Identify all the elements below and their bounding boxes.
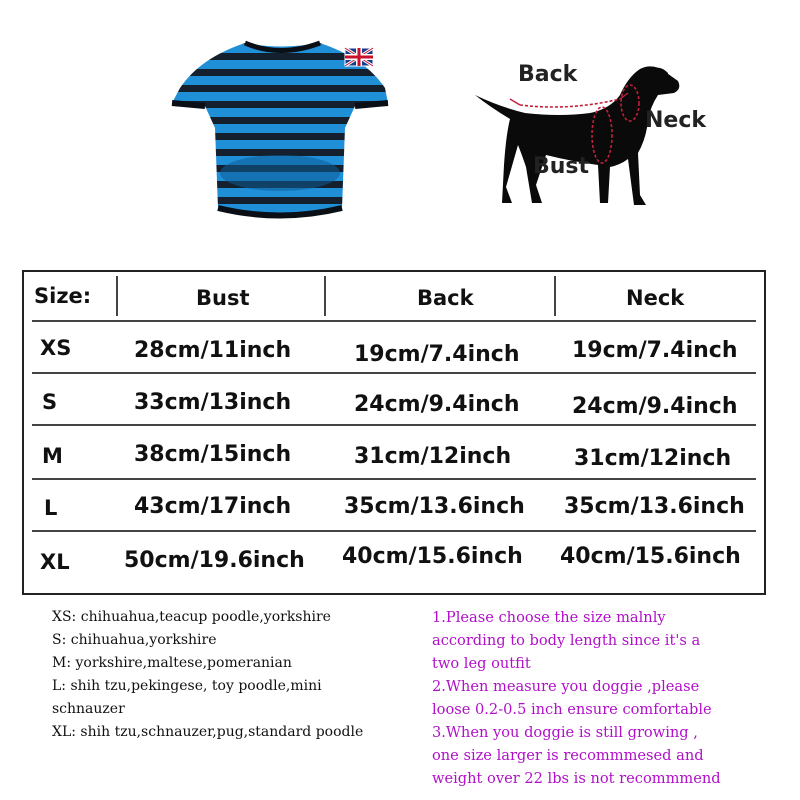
breed-line-l-cont: schnauzer — [52, 701, 125, 717]
note-line: two leg outfit — [432, 655, 531, 672]
row-divider — [32, 530, 756, 532]
neck-xl: 40cm/15.6inch — [560, 544, 741, 569]
flag-patch-icon — [345, 48, 373, 66]
row-divider — [32, 424, 756, 426]
breed-line-s: S: chihuahua,yorkshire — [52, 632, 217, 648]
size-xl: XL — [40, 550, 70, 574]
bust-label: Bust — [533, 154, 590, 179]
bust-l: 43cm/17inch — [134, 494, 292, 519]
neck-s: 24cm/9.4inch — [572, 394, 738, 419]
back-measure-line — [520, 99, 620, 107]
size-chart-table — [22, 270, 766, 595]
header-bust: Bust — [196, 286, 250, 310]
neck-m: 31cm/12inch — [574, 446, 732, 471]
row-divider — [32, 320, 756, 322]
back-xl: 40cm/15.6inch — [342, 544, 523, 569]
breed-list — [52, 606, 412, 744]
size-s: S — [42, 390, 58, 414]
note-line: 3.When you doggie is still growing , — [432, 724, 698, 741]
note-line: loose 0.2-0.5 inch ensure comfortable — [432, 701, 712, 718]
breed-line-xs: XS: chihuahua,teacup poodle,yorkshire — [52, 609, 331, 625]
row-divider — [32, 478, 756, 480]
column-divider — [324, 276, 326, 316]
header-size: Size: — [34, 284, 92, 308]
neck-l: 35cm/13.6inch — [564, 494, 745, 519]
bust-m: 38cm/15inch — [134, 442, 292, 467]
note-line: 2.When measure you doggie ,please — [432, 678, 700, 695]
sizing-notes — [432, 606, 772, 790]
note-line: 1.Please choose the size malnly — [432, 609, 666, 626]
header-neck: Neck — [626, 286, 685, 310]
bust-xs: 28cm/11inch — [134, 338, 292, 363]
column-divider — [554, 276, 556, 316]
size-m: M — [42, 444, 63, 468]
size-xs: XS — [40, 336, 72, 360]
note-line: weight over 22 lbs is not recommmend — [432, 770, 721, 787]
neck-xs: 19cm/7.4inch — [572, 338, 738, 363]
note-line: according to body length since it's a — [432, 632, 701, 649]
bust-s: 33cm/13inch — [134, 390, 292, 415]
row-divider — [32, 372, 756, 374]
breed-line-m: M: yorkshire,maltese,pomeranian — [52, 655, 292, 671]
column-divider — [116, 276, 118, 316]
bust-xl: 50cm/19.6inch — [124, 548, 305, 573]
back-label: Back — [518, 62, 578, 87]
note-line: one size larger is recommmesed and — [432, 747, 704, 764]
breed-line-xl: XL: shih tzu,schnauzer,pug,standard poodle — [52, 724, 364, 740]
dog-measurement-diagram — [470, 55, 720, 215]
neck-label: Neck — [645, 108, 707, 133]
back-s: 24cm/9.4inch — [354, 392, 520, 417]
header-back: Back — [417, 286, 474, 310]
back-m: 31cm/12inch — [354, 444, 512, 469]
size-l: L — [44, 496, 58, 520]
back-xs: 19cm/7.4inch — [354, 342, 520, 367]
back-l: 35cm/13.6inch — [344, 494, 525, 519]
striped-shirt-image — [160, 28, 400, 228]
breed-line-l: L: shih tzu,pekingese, toy poodle,mini — [52, 678, 322, 694]
